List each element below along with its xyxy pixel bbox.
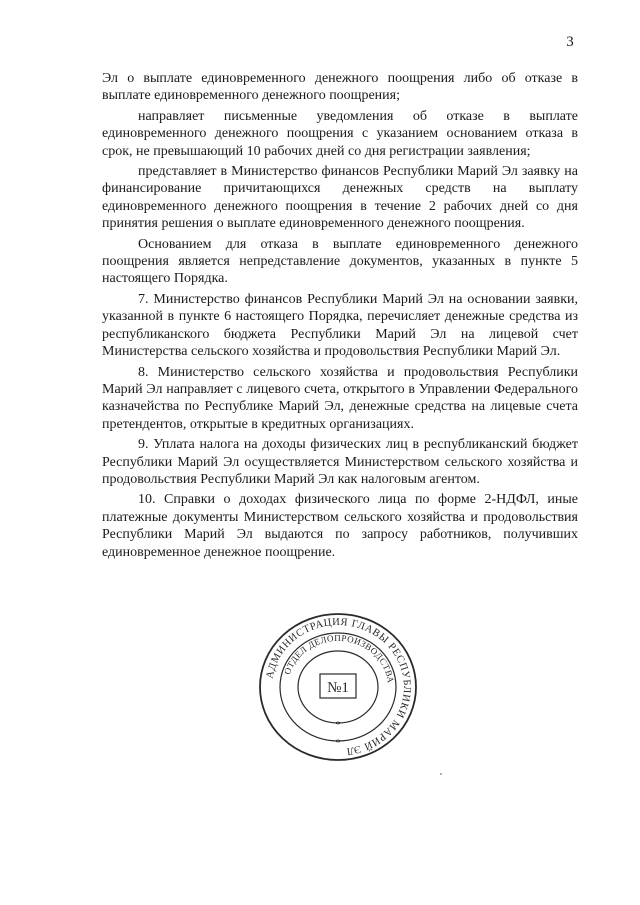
paragraph: Эл о выплате единовременного денежного поощрения либо об отказе в выплате единовременного денежного поощрения; — [102, 71, 578, 104]
seal-outer-text: АДМИНИСТРАЦИЯ ГЛАВЫ РЕСПУБЛИКИ МАРИЙ ЭЛ — [264, 616, 413, 757]
paragraph: Основанием для отказа в выплате единовременного денежного поощрения является непредставление документов, указанных в пункте 5 настоящего Порядка. — [102, 236, 578, 287]
paragraph: представляет в Министерство финансов Республики Марий Эл заявку на финансирование причитающихся денежных средств на выплату единовременного денежного поощрения в течение 2 рабочих дней со дня принятия решения о выплате единовременного денежного поощрения. — [102, 164, 578, 232]
seal-star: * — [335, 738, 341, 749]
document-body — [102, 70, 578, 564]
paragraph: 10. Справки о доходах физического лица по форме 2-НДФЛ, иные платежные документы Министерством сельского хозяйства и продовольствия Республики Марий Эл выдаются по запросу работников, получивших единовременное денежное поощрение. — [102, 492, 578, 560]
seal-star: * — [335, 720, 341, 731]
scan-speck — [440, 773, 442, 775]
paragraph: 9. Уплата налога на доходы физических лиц в республиканский бюджет Республики Марий Эл осуществляется Министерством сельского хозяйства и продовольствия Республики Марий Эл как налоговым агентом. — [102, 437, 578, 487]
official-seal — [258, 612, 418, 762]
paragraph: 8. Министерство сельского хозяйства и продовольствия Республики Марий Эл направляет с лицевого счета, открытого в Управлении Федерального казначейства по Республике Марий Эл, денежные средства на лицевые счета претендентов, открытые в кредитных организациях. — [102, 364, 578, 432]
seal-number: №1 — [327, 680, 349, 696]
paragraph: 7. Министерство финансов Республики Марий Эл на основании заявки, указанной в пункте 6 настоящего Порядка, перечисляет денежные средства из республиканского бюджета Республики Марий Эл на лицевой счет Министерства сельского хозяйства и продовольствия Республики Марий Эл. — [102, 291, 578, 360]
page-number: 3 — [566, 34, 574, 50]
seal-graphic — [258, 612, 418, 762]
seal-inner-text: ОТДЕЛ ДЕЛОПРОИЗВОДСТВА — [282, 632, 396, 684]
paragraph: направляет письменные уведомления об отказе в выплате единовременного денежного поощрения с указанием основанием отказа в срок, не превышающий 10 рабочих дней со дня регистрации заявления; — [102, 108, 578, 159]
